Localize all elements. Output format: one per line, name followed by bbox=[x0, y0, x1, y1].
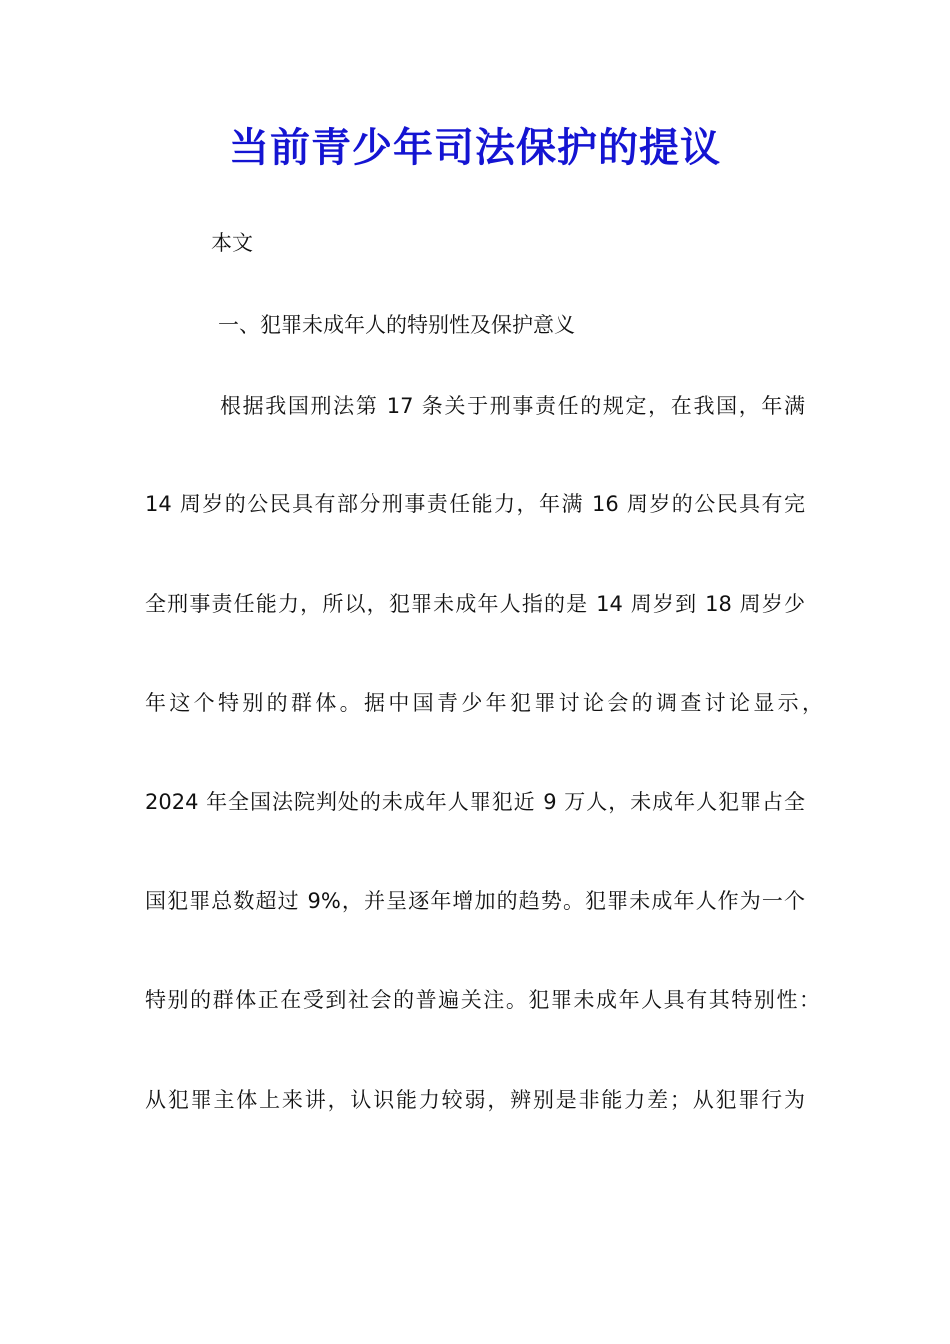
document-title: 当前青少年司法保护的提议 bbox=[229, 124, 721, 171]
paragraph-line: 2024 年全国法院判处的未成年人罪犯近 9 万人，未成年人犯罪占全 bbox=[145, 790, 805, 814]
paragraph-line: 全刑事责任能力，所以，犯罪未成年人指的是 14 周岁到 18 周岁少 bbox=[145, 592, 805, 616]
document-label: 本文 bbox=[211, 231, 253, 255]
paragraph-line: 从犯罪主体上来讲，认识能力较弱，辨别是非能力差；从犯罪行为 bbox=[145, 1088, 805, 1112]
paragraph-line: 年这个特别的群体。据中国青少年犯罪讨论会的调查讨论显示， bbox=[145, 691, 823, 715]
paragraph-line: 特别的群体正在受到社会的普遍关注。犯罪未成年人具有其特别性： bbox=[145, 988, 820, 1012]
paragraph-line: 国犯罪总数超过 9%，并呈逐年增加的趋势。犯罪未成年人作为一个 bbox=[145, 889, 805, 913]
section-heading: 一、犯罪未成年人的特别性及保护意义 bbox=[218, 313, 575, 337]
paragraph-line: 根据我国刑法第 17 条关于刑事责任的规定，在我国，年满 bbox=[220, 394, 805, 418]
paragraph-line: 14 周岁的公民具有部分刑事责任能力，年满 16 周岁的公民具有完 bbox=[145, 492, 805, 516]
